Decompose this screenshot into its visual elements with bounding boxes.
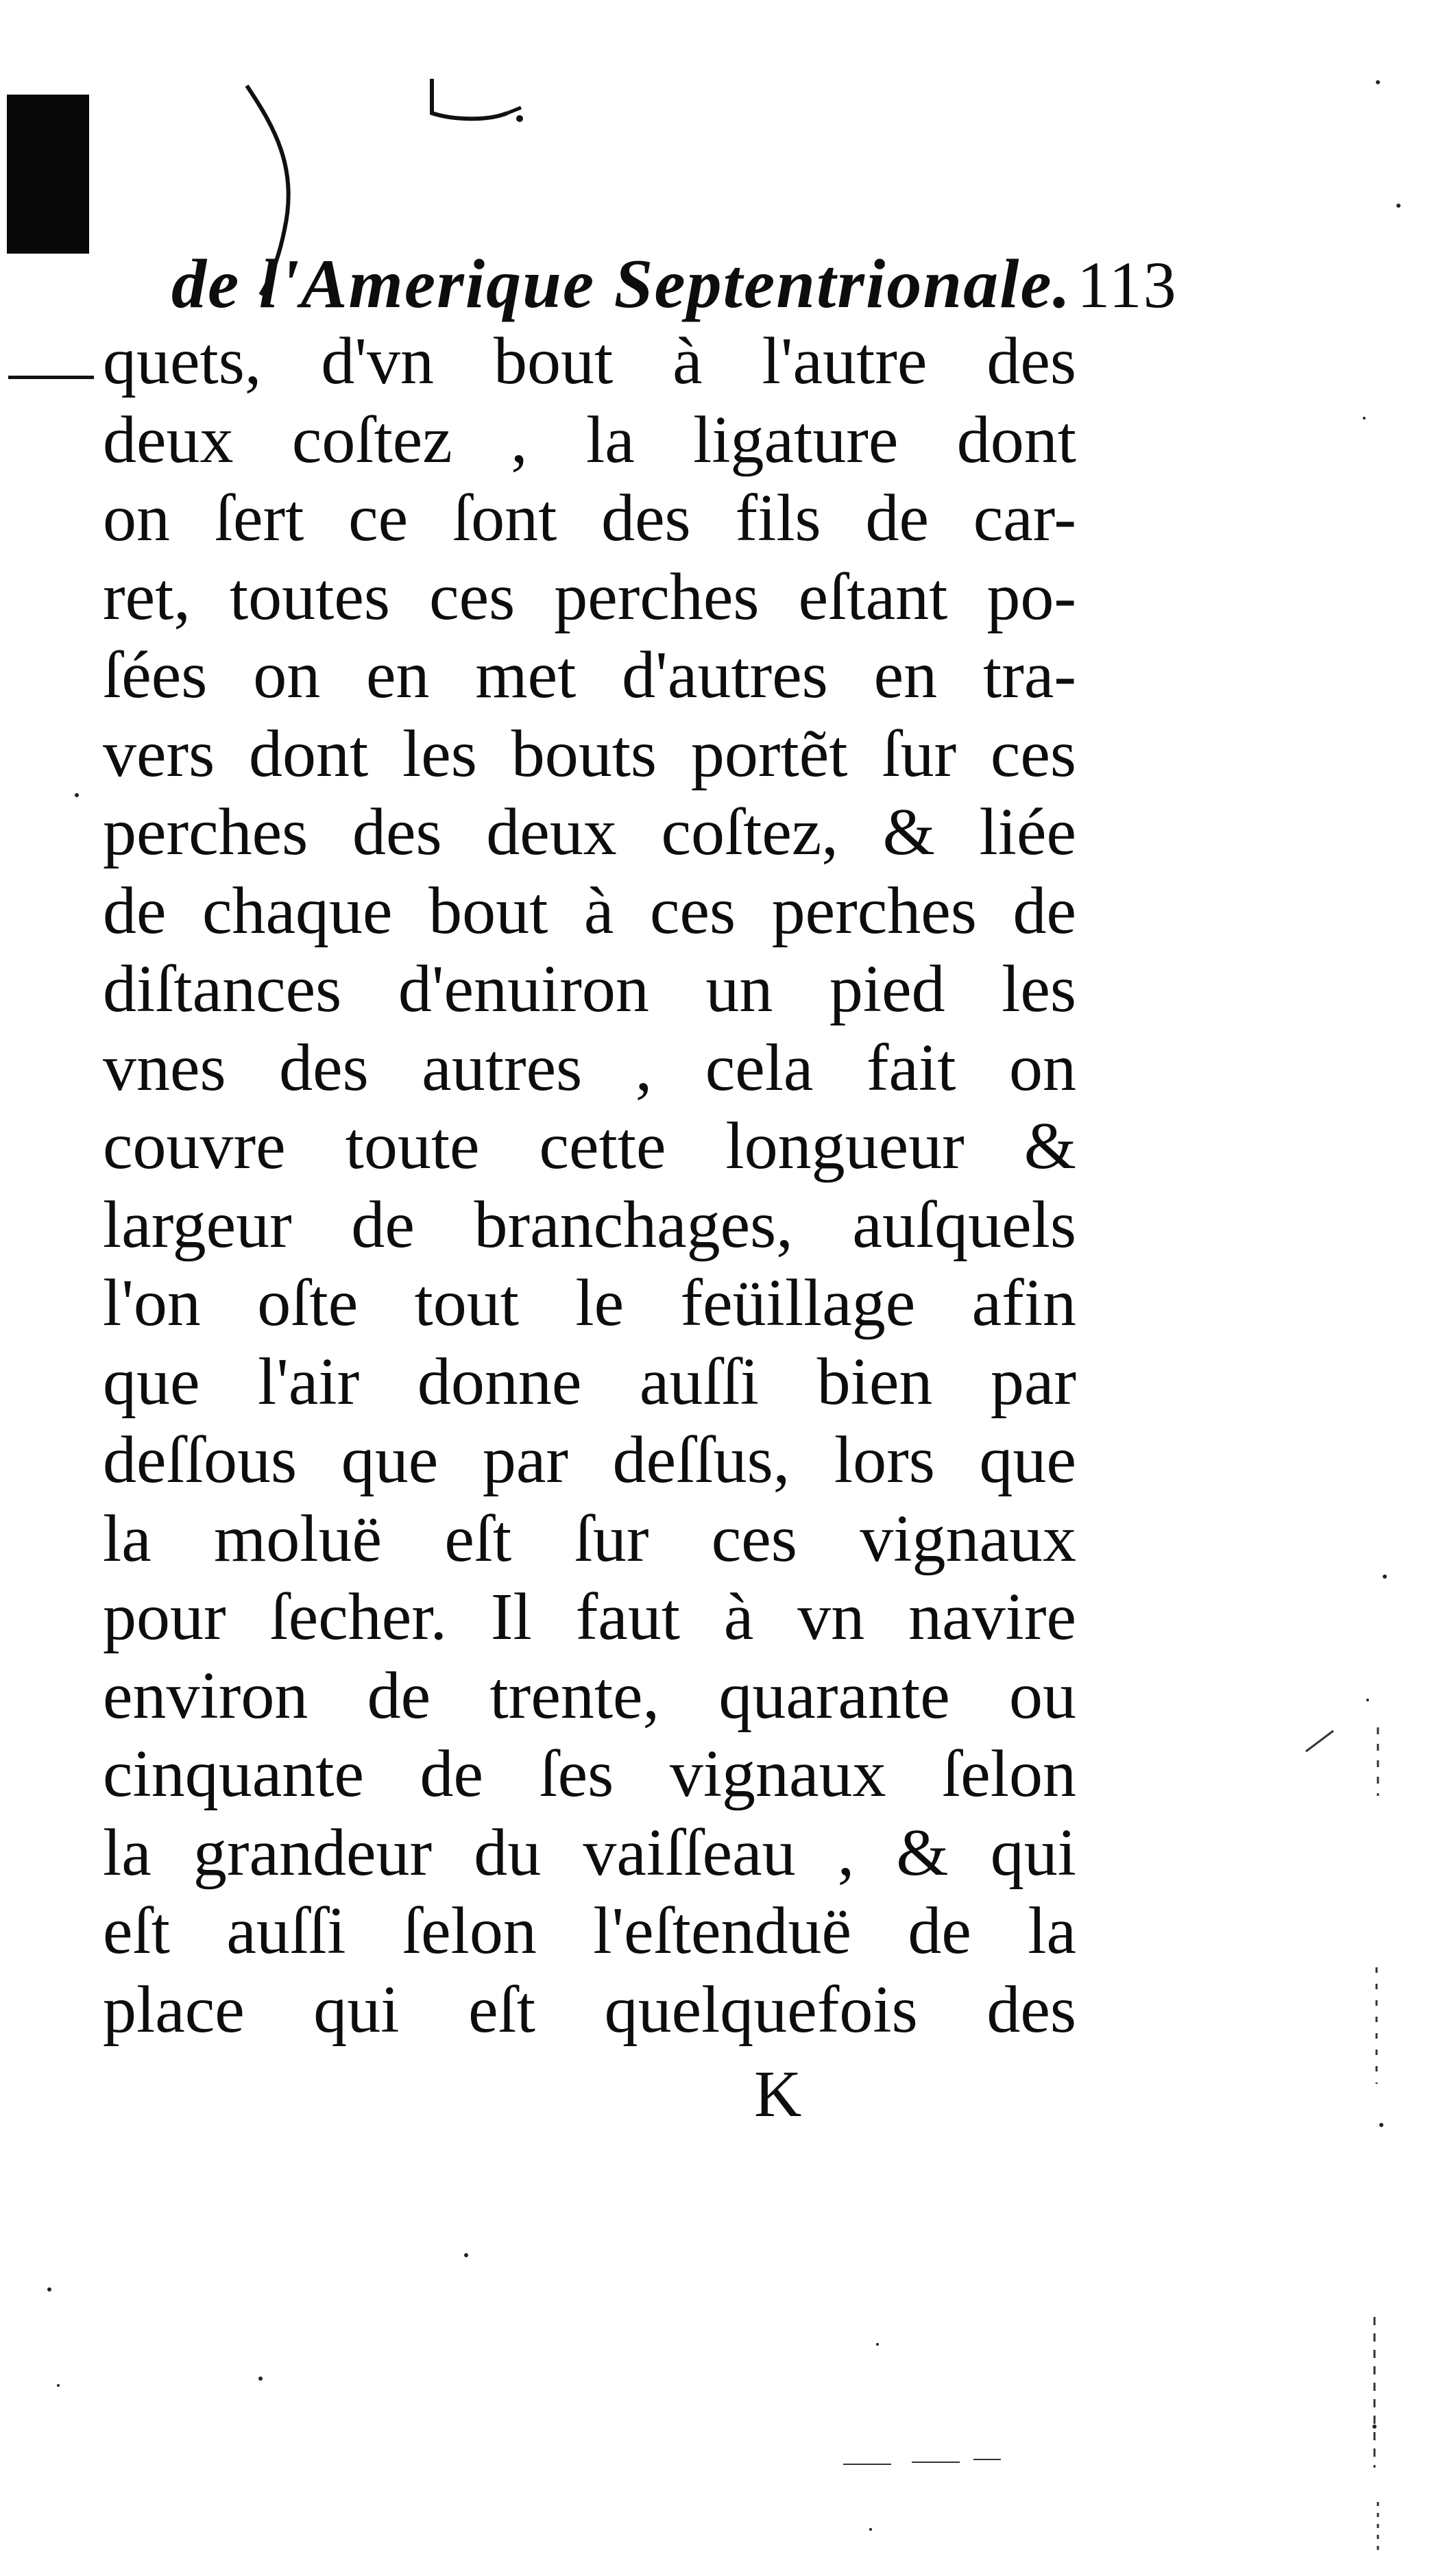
text-line: vers dont les bouts portẽt ſur ces: [103, 716, 1076, 791]
text-line: eſt auſſi ſelon l'eſtenduë de la: [103, 1894, 1076, 1968]
text-line: cinquante de ſes vignaux ſelon: [103, 1737, 1076, 1811]
text-line: vnes des autres , cela fait on: [103, 1030, 1076, 1105]
text-line: que l'air donne auſſi bien par: [103, 1344, 1076, 1419]
text-line: deſſous que par deſſus, lors que: [103, 1423, 1076, 1497]
text-line: pour ſecher. Il faut à vn navire: [103, 1580, 1076, 1654]
text-line: la moluë eſt ſur ces vignaux: [103, 1501, 1076, 1576]
text-line: la grandeur du vaiſſeau , & qui: [103, 1815, 1076, 1890]
text-line: environ de trente, quarante ou: [103, 1658, 1076, 1733]
page-number: 113: [1077, 248, 1178, 321]
signature-mark: K: [754, 2057, 803, 2130]
text-line: couvre toute cette longueur &: [103, 1109, 1076, 1183]
text-line: largeur de branchages, auſquels: [103, 1187, 1076, 1262]
text-line: ſées on en met d'autres en tra-: [103, 638, 1076, 712]
running-title: de l'Amerique Septentrionale.: [171, 245, 1072, 323]
text-line: place qui eſt quelquefois des: [103, 1972, 1076, 2047]
text-line: perches des deux coſtez, & liée: [103, 795, 1076, 869]
text-line: deux coſtez , la ligature dont: [103, 402, 1076, 477]
text-line: ret, toutes ces perches eſtant po-: [103, 559, 1076, 634]
text-line: de chaque bout à ces perches de: [103, 873, 1076, 948]
text-line: quets, d'vn bout à l'autre des: [103, 324, 1076, 398]
text-line: l'on oſte tout le feüillage afin: [103, 1266, 1076, 1340]
text-line: on ſert ce ſont des fils de car-: [103, 481, 1076, 555]
text-line: diſtances d'enuiron un pied les: [103, 952, 1076, 1026]
